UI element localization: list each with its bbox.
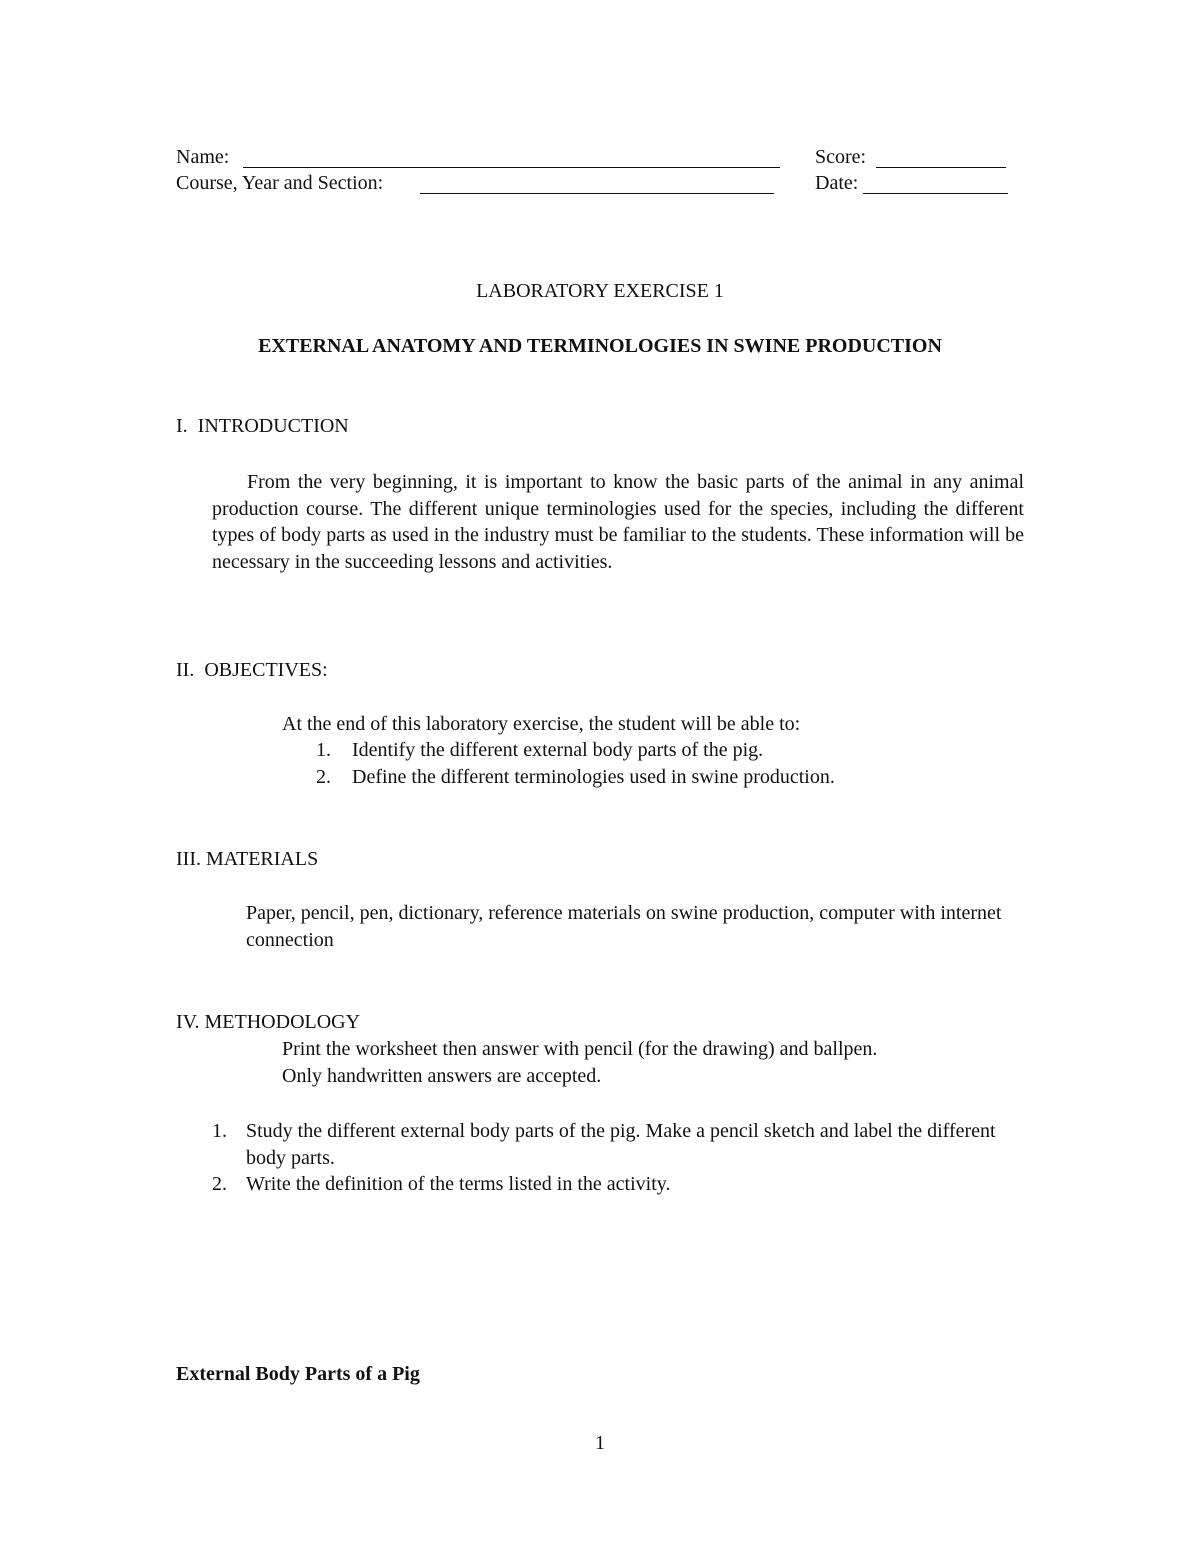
materials-text: Paper, pencil, pen, dictionary, reference materials on swine production, computer with internet connection [246, 902, 1002, 951]
objective-number: 1. [316, 739, 331, 761]
course-label: Course, Year and Section: [176, 172, 384, 194]
objectives-lead: At the end of this laboratory exercise, the student will be able to: [282, 713, 801, 735]
objective-item: Identify the different external body parts of the pig. [352, 739, 764, 761]
introduction-heading: I. INTRODUCTION [176, 415, 349, 437]
date-blank[interactable] [863, 193, 1008, 194]
objectives-heading: II. OBJECTIVES: [176, 659, 328, 681]
methodology-item: Write the definition of the terms listed in the activity. [246, 1173, 671, 1195]
exercise-title: EXTERNAL ANATOMY AND TERMINOLOGIES IN SWINE PRODUCTION [258, 335, 942, 357]
name-blank[interactable] [243, 167, 780, 168]
score-label: Score: [815, 146, 867, 168]
methodology-line-2: Only handwritten answers are accepted. [282, 1065, 602, 1087]
course-blank[interactable] [420, 193, 774, 194]
materials-heading: III. MATERIALS [176, 848, 319, 870]
date-label: Date: [815, 172, 859, 194]
introduction-text: From the very beginning, it is important to know the basic parts of the animal in any animal production course. The different unique terminologies used for the species, including the different types of body parts as used in the industry must be familiar to the students. These information will be necessary in the succeeding lessons and activities. [212, 471, 1024, 573]
subheading: External Body Parts of a Pig [176, 1363, 420, 1385]
page-number: 1 [595, 1432, 605, 1454]
methodology-line-1: Print the worksheet then answer with pencil (for the drawing) and ballpen. [282, 1038, 878, 1060]
objective-item: Define the different terminologies used in swine production. [352, 766, 835, 788]
score-blank[interactable] [876, 167, 1006, 168]
methodology-heading: IV. METHODOLOGY [176, 1011, 361, 1033]
name-label: Name: [176, 146, 230, 168]
exercise-number: LABORATORY EXERCISE 1 [476, 280, 724, 302]
objective-number: 2. [316, 766, 331, 788]
methodology-number: 2. [212, 1173, 227, 1195]
methodology-number: 1. [212, 1120, 227, 1142]
methodology-item: Study the different external body parts of the pig. Make a pencil sketch and label the different body parts. [246, 1120, 996, 1169]
